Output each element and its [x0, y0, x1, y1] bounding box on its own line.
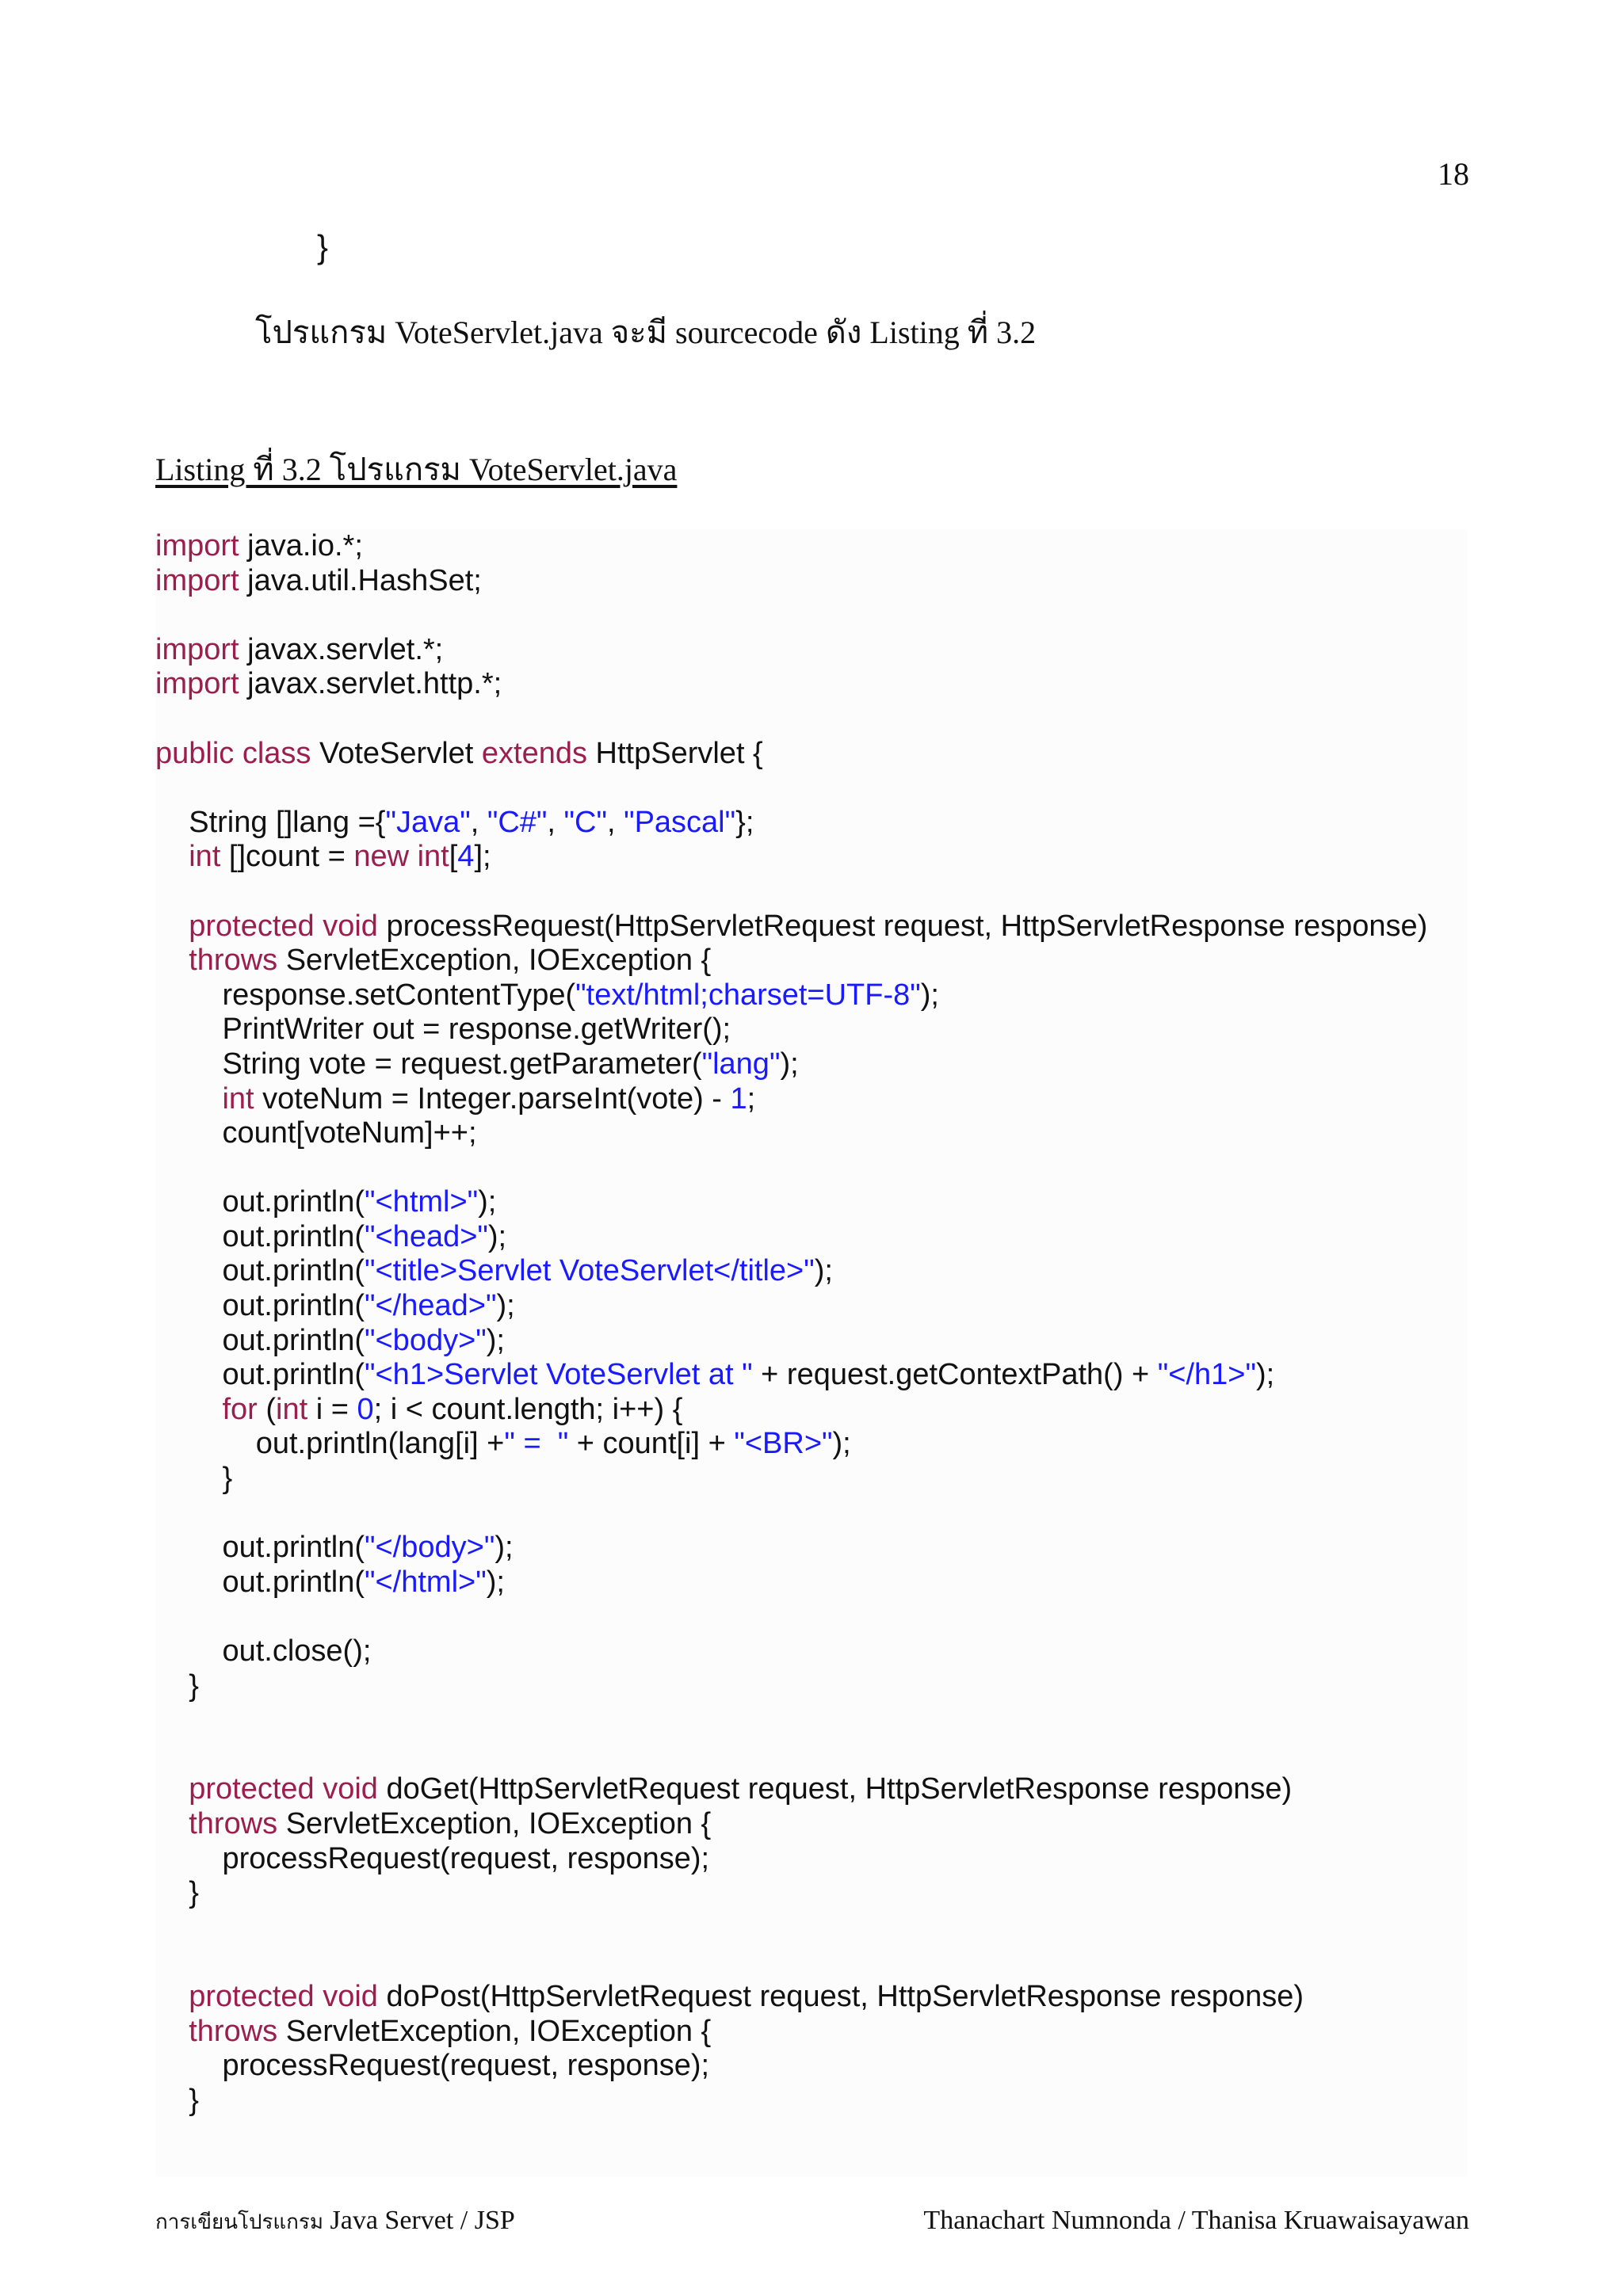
code-line [155, 1634, 1427, 1669]
code-token: out.close(); [155, 1634, 372, 1668]
code-token: out.println(lang[i] + [155, 1427, 505, 1461]
code-token: ); [495, 1531, 514, 1565]
code-token [155, 2015, 189, 2048]
closing-brace: } [317, 228, 329, 265]
code-keyword: throws [189, 2014, 278, 2048]
code-line [155, 1911, 1427, 1946]
code-token: ); [780, 1047, 799, 1081]
page-number: 18 [1438, 156, 1469, 192]
code-line [155, 1151, 1427, 1186]
code-keyword: protected void [189, 909, 378, 943]
code-line [155, 529, 1427, 564]
code-line [155, 1013, 1427, 1047]
code-token: count[voteNum]++; [155, 1116, 477, 1150]
footer-authors: Thanachart Numnonda / Thanisa Kruawaisayawan [923, 2206, 1469, 2235]
code-text [155, 529, 1427, 2118]
code-line [155, 1082, 1427, 1117]
code-token: ; i < count.length; i++) { [373, 1392, 683, 1426]
code-token: + count[i] + [568, 1427, 735, 1461]
code-token: [ [449, 840, 458, 874]
code-number: 4 [457, 840, 475, 874]
code-string: "Java" [385, 805, 471, 839]
code-keyword: new int [353, 840, 449, 874]
code-token: ); [1255, 1358, 1275, 1392]
code-line [155, 1876, 1427, 1911]
code-line [155, 1980, 1427, 2015]
code-token: out.println( [155, 1323, 365, 1357]
code-string: "<title>Servlet VoteServlet</title>" [365, 1254, 815, 1288]
code-keyword: extends [481, 736, 587, 770]
code-keyword: for [222, 1392, 258, 1426]
code-line [155, 1324, 1427, 1359]
code-line [155, 1289, 1427, 1324]
code-keyword: throws [189, 944, 278, 978]
code-token: []count = [220, 840, 354, 874]
code-line [155, 1703, 1427, 1738]
code-token: processRequest(request, response); [155, 1841, 710, 1875]
code-token: ); [478, 1185, 497, 1219]
code-line [155, 2049, 1427, 2084]
code-token: } [155, 2083, 199, 2117]
code-line [155, 1254, 1427, 1289]
footer-course-title [155, 2206, 515, 2238]
code-string: "<body>" [365, 1323, 487, 1357]
code-line [155, 1566, 1427, 1600]
code-token: voteNum = Integer.parseInt(vote) - [254, 1081, 731, 1116]
code-line [155, 910, 1427, 944]
code-line [155, 667, 1427, 702]
code-token: ); [486, 1323, 505, 1357]
code-line [155, 702, 1427, 737]
code-string: "</html>" [365, 1565, 487, 1599]
code-token: response.setContentType( [155, 978, 576, 1012]
code-token [155, 1393, 222, 1426]
code-line [155, 2084, 1427, 2119]
code-token: VoteServlet [311, 736, 482, 770]
code-token: , [470, 805, 487, 839]
code-line [155, 771, 1427, 806]
code-keyword: int [222, 1081, 254, 1116]
code-line [155, 1772, 1427, 1807]
code-line [155, 1945, 1427, 1980]
code-string: "</head>" [365, 1289, 497, 1323]
code-token: String vote = request.getParameter( [155, 1047, 702, 1081]
code-line [155, 875, 1427, 910]
code-line [155, 944, 1427, 978]
code-token: ]; [474, 840, 491, 874]
code-line [155, 633, 1427, 668]
code-line [155, 1185, 1427, 1220]
code-token: HttpServlet { [586, 736, 763, 770]
code-token: out.println( [155, 1254, 365, 1288]
code-token: out.println( [155, 1358, 365, 1392]
code-token: processRequest(request, response); [155, 2049, 710, 2083]
code-token [155, 944, 189, 977]
code-token [155, 910, 189, 943]
code-line [155, 1220, 1427, 1255]
code-token: out.println( [155, 1289, 365, 1323]
code-token: out.println( [155, 1565, 365, 1599]
code-line [155, 1807, 1427, 1842]
code-number: 0 [357, 1392, 374, 1426]
code-token: ); [487, 1219, 507, 1253]
code-keyword: throws [189, 1806, 278, 1840]
code-token: out.println( [155, 1185, 365, 1219]
code-token: , [606, 805, 624, 839]
code-keyword: protected void [189, 1979, 378, 2013]
code-line [155, 1116, 1427, 1151]
code-token: ServletException, IOException { [277, 944, 712, 978]
code-line [155, 564, 1427, 599]
code-string: "C#" [487, 805, 548, 839]
code-token: doPost(HttpServletRequest request, HttpServletResponse response) [377, 1979, 1304, 2013]
code-string: "Pascal" [624, 805, 736, 839]
code-token [155, 1082, 222, 1116]
code-token: doGet(HttpServletRequest request, HttpServletResponse response) [377, 1772, 1293, 1806]
code-token: ( [257, 1392, 277, 1426]
code-line [155, 1669, 1427, 1704]
code-token: ); [832, 1427, 851, 1461]
code-token: javax.servlet.*; [239, 632, 444, 666]
code-token: javax.servlet.http.*; [239, 667, 502, 701]
code-token: out.println( [155, 1219, 365, 1253]
footer-thai-label: การเขียนโปรแกรม [155, 2210, 324, 2233]
code-line [155, 1497, 1427, 1531]
code-token [155, 1980, 189, 2013]
code-keyword: import [155, 529, 239, 563]
code-line [155, 1738, 1427, 1773]
code-token: i = [307, 1392, 357, 1426]
code-token: ; [747, 1081, 756, 1116]
code-line [155, 598, 1427, 633]
code-line [155, 2015, 1427, 2050]
code-line [155, 1047, 1427, 1082]
code-string: "text/html;charset=UTF-8" [575, 978, 921, 1012]
code-token: ); [486, 1565, 505, 1599]
code-string: "</h1>" [1157, 1358, 1256, 1392]
code-line [155, 1427, 1427, 1462]
footer-title: Java Servet / JSP [323, 2206, 515, 2235]
code-token [155, 840, 189, 873]
code-keyword: protected void [189, 1772, 378, 1806]
code-token: ServletException, IOException { [277, 2014, 712, 2048]
code-token: processRequest(HttpServletRequest request, HttpServletResponse response) [377, 909, 1428, 943]
code-keyword: import [155, 667, 239, 701]
code-line [155, 1462, 1427, 1497]
code-token [155, 1807, 189, 1840]
code-token: PrintWriter out = response.getWriter(); [155, 1013, 731, 1047]
code-line [155, 1393, 1427, 1428]
code-keyword: import [155, 563, 239, 597]
code-string: "<head>" [365, 1219, 488, 1253]
code-string: "<h1>Servlet VoteServlet at " [365, 1358, 753, 1392]
code-token: + request.getContextPath() + [752, 1358, 1158, 1392]
code-line [155, 1531, 1427, 1566]
code-token: } [155, 1876, 199, 1910]
code-token: java.io.*; [239, 529, 363, 563]
code-line [155, 737, 1427, 772]
code-keyword: public class [155, 736, 311, 770]
code-token: ); [920, 978, 939, 1012]
code-token [155, 1772, 189, 1806]
code-token: out.println( [155, 1531, 365, 1565]
listing-heading: Listing ที่ 3.2 โปรแกรม VoteServlet.java [155, 452, 678, 487]
code-token: } [155, 1669, 199, 1703]
intro-paragraph: โปรแกรม VoteServlet.java จะมี sourcecode ดัง Listing ที่ 3.2 [255, 315, 1037, 350]
code-line [155, 1842, 1427, 1877]
code-line [155, 806, 1427, 841]
code-line [155, 840, 1427, 875]
code-string: "lang" [701, 1047, 781, 1081]
code-keyword: int [189, 840, 221, 874]
code-token: String []lang ={ [155, 805, 386, 839]
code-string: "<html>" [365, 1185, 479, 1219]
code-listing [155, 529, 1468, 2177]
code-keyword: int [276, 1392, 308, 1426]
code-token: , [547, 805, 564, 839]
code-token: ServletException, IOException { [277, 1806, 712, 1840]
code-line [155, 978, 1427, 1013]
code-keyword: import [155, 632, 239, 666]
code-line [155, 1600, 1427, 1634]
code-string: " = " [504, 1427, 569, 1461]
code-token: java.util.HashSet; [239, 563, 482, 597]
code-line [155, 1358, 1427, 1393]
code-token: }; [735, 805, 754, 839]
code-string: "</body>" [365, 1531, 495, 1565]
code-string: "C" [563, 805, 607, 839]
code-string: "<BR>" [734, 1427, 833, 1461]
code-number: 1 [730, 1081, 747, 1116]
code-token: ); [814, 1254, 833, 1288]
code-token: } [155, 1462, 233, 1496]
code-token: ); [496, 1289, 515, 1323]
